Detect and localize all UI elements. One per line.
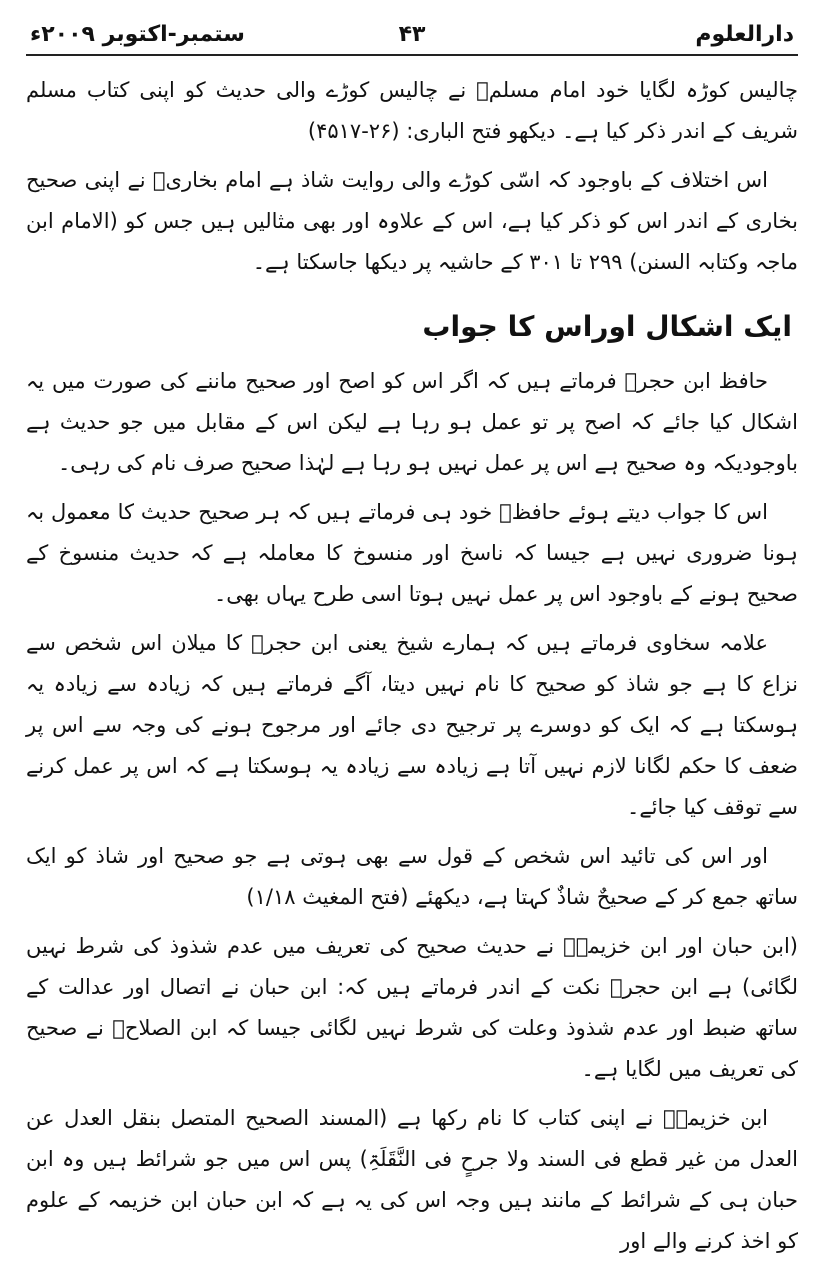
paragraph-3: حافظ ابن حجرؒ فرماتے ہیں کہ اگر اس کو اصح اور صحیح ماننے کی صورت میں یہ اشکال کیا جائے کہ اصح پر تو عمل ہو رہا ہے لیکن اس کے مقابل میں جو حدیث ہے باوجودیکہ وہ صحیح ہے اس پر عمل نہیں ہو رہا ہے لہٰذا صحیح صرف نام کی رہی۔ xyxy=(26,369,798,475)
article-body xyxy=(26,56,798,1262)
journal-title: دارالعلوم xyxy=(695,22,794,47)
paragraph-1: چالیس کوڑہ لگایا خود امام مسلمؒ نے چالیس کوڑے والی حدیث کو اپنی کتاب مسلم شریف کے اندر ذکر کیا ہے۔ دیکھو فتح الباری: (۲۶-۴۵۱۷) xyxy=(26,78,798,143)
paragraph-8: ابن خزیمہؒ نے اپنی کتاب کا نام رکھا ہے (المسند الصحیح المتصل بنقل العدل عن العدل من غیر قطع فی السند ولا جرحٍ فی النَّقَلَۃِ) پس اس میں جو شرائط ہیں وہ ابن حبان ہی کے شرائط کے مانند ہیں وجہ اس کی یہ ہے کہ ابن حبان ابن خزیمہ کے علوم کو اخذ کرنے والے اور xyxy=(26,1106,798,1253)
page-header xyxy=(26,14,798,56)
document-page xyxy=(26,14,798,1264)
paragraph-2: اس اختلاف کے باوجود کہ اسّی کوڑے والی روایت شاذ ہے امام بخاریؒ نے اپنی صحیح بخاری کے اندر اس کو ذکر کیا ہے، اس کے علاوہ اور بھی مثالیں ہیں جس کو (الامام ابن ماجہ وکتابہ السنن) ۲۹۹ تا ۳۰۱ کے حاشیہ پر دیکھا جاسکتا ہے۔ xyxy=(26,168,798,274)
paragraph-7: (ابن حبان اور ابن خزیمہؒ نے حدیث صحیح کی تعریف میں عدم شذوذ کی شرط نہیں لگائی) ہے ابن حجرؒ نکت کے اندر فرماتے ہیں کہ: ابن حبان نے اتصال اور عدالت کے ساتھ ضبط اور عدم شذوذ وعلت کی شرط نہیں لگائی جیسا کہ ابن الصلاحؒ نے صحیح کی تعریف میں لگایا ہے۔ xyxy=(26,934,798,1081)
page-number: ۴۳ xyxy=(398,22,426,47)
paragraph-4: اس کا جواب دیتے ہوئے حافظؒ خود ہی فرماتے ہیں کہ ہر صحیح حدیث کا معمول بہ ہونا ضروری نہیں ہے جیسا کہ ناسخ اور منسوخ کا معاملہ ہے کہ حدیث منسوخ کے صحیح ہونے کے باوجود اس پر عمل نہیں ہوتا اسی طرح یہاں بھی۔ xyxy=(26,500,798,606)
section-heading: ایک اشکال اوراس کا جواب xyxy=(422,310,792,343)
issue-date: ستمبر-اکتوبر ۲۰۰۹ء xyxy=(30,22,245,47)
paragraph-6: اور اس کی تائید اس شخص کے قول سے بھی ہوتی ہے جو صحیح اور شاذ کو ایک ساتھ جمع کر کے صحیحٌ شاذٌ کہتا ہے، دیکھئے (فتح المغیث ۱/۱۸) xyxy=(26,844,798,909)
paragraph-5: علامہ سخاوی فرماتے ہیں کہ ہمارے شیخ یعنی ابن حجرؒ کا میلان اس شخص سے نزاع کا ہے جو شاذ کو صحیح کا نام نہیں دیتا، آگے فرماتے ہیں کہ زیادہ سے زیادہ یہ ہوسکتا ہے کہ ایک کو دوسرے پر ترجیح دی جائے اور مرجوح ہونے کی وجہ سے اس پر ضعف کا حکم لگانا لازم نہیں آتا ہے زیادہ سے زیادہ یہ ہوسکتا ہے کہ اس پر عمل کرنے سے توقف کیا جائے۔ xyxy=(26,631,798,819)
